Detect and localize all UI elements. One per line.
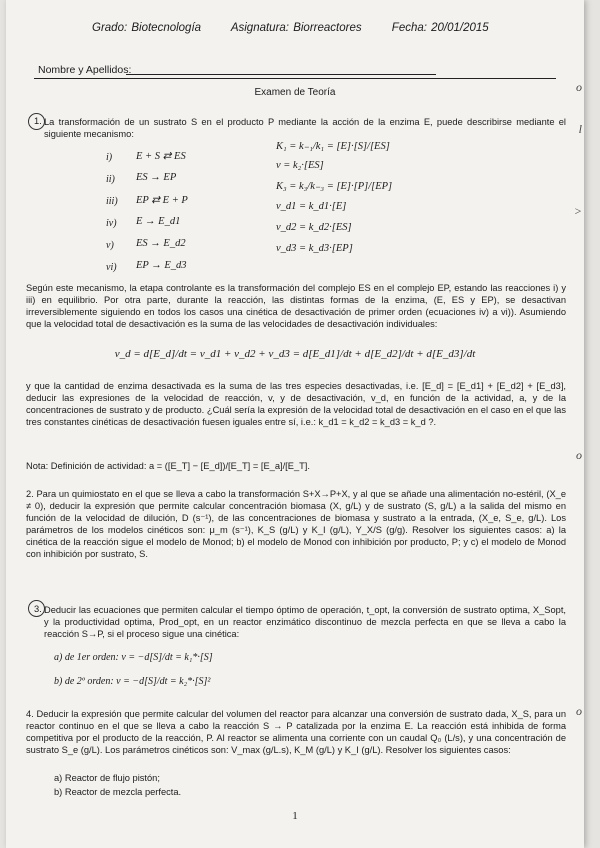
margin-note-3: > <box>573 204 582 218</box>
q1-intro: La transformación de un sustrato S en el producto P mediante la acción de la enzima E, puede describirse mediante el siguiente mecanismo: <box>44 117 566 139</box>
reaction-2: ES → EP <box>136 172 177 183</box>
reaction-4: E → E_d1 <box>136 216 181 227</box>
reaction-3: EP ⇄ E + P <box>136 195 188 206</box>
margin-note-5: o <box>576 704 582 718</box>
q1-note: Nota: Definición de actividad: a = ([E_T] − [E_d])/[E_T] = [E_a]/[E_T]. <box>26 461 310 471</box>
header-grado: Grado: Biotecnología <box>92 22 202 34</box>
exam-title: Examen de Teoría <box>254 87 336 98</box>
header-fecha: Fecha: 20/01/2015 <box>391 22 489 34</box>
name-label: Nombre y Apellidos: <box>38 64 132 76</box>
header-asignatura: Asignatura: Biorreactores <box>230 22 362 34</box>
rate-eq-1: K₁ = k₋₁/k₁ = [E]·[S]/[ES] <box>276 141 390 152</box>
q1-body-2: y que la cantidad de enzima desactivada es la suma de las tres especies desactivadas, i.e. [E_d] = [E_d1] + [E_d2] + [E_d3], deducir las expresiones de la velocidad de reacción, v, y de desactivación, v_d, en función de la actividad, a, y de la concentraciones de sustrato y de producto. ¿Cuál sería la expresión de la velocidad total de desactivación en el caso en el que las tres constantes cinéticas de desactivación fuesen iguales entre sí, i.e.: k_d1 = k_d2 = k_d3 = k_d ?. <box>26 381 566 427</box>
exam-page <box>6 0 584 848</box>
q3-number: 3. <box>34 604 42 614</box>
page-number: 1 <box>292 810 298 822</box>
q3-text: Deducir las ecuaciones que permiten calcular el tiempo óptimo de operación, t_opt, la conversión de sustrato optima, X_Sopt, y la productividad optima, Prod_opt, en un reactor enzimático discontinuo de mezcla perfecta en que se lleva a cabo la reacción S→P, si el proceso sigue una cinética: <box>44 605 566 639</box>
q4-text: 4. Deducir la expresión que permite calcular del volumen del reactor para alcanzar una conversión de sustrato dada, X_S, para un reactor continuo en el que se lleva a cabo la reacción S → P catalizada por la enzima E. La reacción está inhibida de forma competitiva por el producto de la reacción, P. Al reactor se alimenta una corriente con un caudal Q₀ (L/s), y una concentración de sustrato S_e (g/L). Los parámetros cinéticos son: V_max (g/L.s), K_M (g/L) y K_I (g/L). Resolver los siguientes casos: <box>26 709 566 755</box>
name-line <box>126 74 436 75</box>
header-rule <box>34 78 556 79</box>
rate-eq-5: v_d2 = k_d2·[ES] <box>276 222 352 233</box>
margin-note-1: o <box>576 80 582 94</box>
q1-body-1: Según este mecanismo, la etapa controlante es la transformación del complejo ES en el complejo EP, estando las reacciones i) y iii) en equilibrio. Por otra parte, durante la reacción, las distintas formas de la enzima, (E, ES y EP), se desactivan irreversiblemente siguiendo en todos los casos una cinética de desactivación de primer orden (ecuaciones iv) a vi)). Asumiendo que la velocidad total de desactivación es la suma de las velocidades de desactivación individuales: <box>26 283 566 329</box>
q4-case-b: b) Reactor de mezcla perfecta. <box>54 787 182 797</box>
reaction-6: EP → E_d3 <box>136 260 187 271</box>
q2-text: 2. Para un quimiostato en el que se lleva a cabo la transformación S+X→P+X, y al que se añade una alimentación no-estéril, (X_e ≠ 0), deducir la expresión que permite calcular concentración biomasa (X, g/L) y de sustrato (S, g/L) a la salida del mismo en función de la velocidad de dilución, D (s⁻¹), de las concentraciones de biomasa y sustrato a la entrada, (X_e, S_e, g/L). Los parámetros de los modelos cinéticos son: μ_m (s⁻¹), K_S (g/L) y K_I (g/L), Y_X/S (g/g). Resolver los siguientes casos: a) la cinética de la reacción sigue el modelo de Monod; b) el modelo de Monod con inhibición por producto, P; y c) el modelo de Monod con inhibición por sustrato, S. <box>26 489 566 559</box>
q1-main-equation: v_d = d[E_d]/dt = v_d1 + v_d2 + v_d3 = d[E_d1]/dt + d[E_d2]/dt + d[E_d3]/dt <box>114 348 476 360</box>
rate-eq-3: K₃ = k₃/k₋₃ = [E]·[P]/[EP] <box>276 181 393 192</box>
margin-note-4: o <box>576 448 582 462</box>
reaction-label-4: iv) <box>106 218 117 229</box>
margin-note-2: l <box>578 122 582 136</box>
reaction-label-6: vi) <box>106 262 117 273</box>
reaction-label-3: iii) <box>106 196 118 207</box>
reaction-label-2: ii) <box>106 174 115 185</box>
rate-eq-4: v_d1 = k_d1·[E] <box>276 201 347 212</box>
q3-case-b: b) de 2º orden: v = −d[S]/dt = k₂*·[S]² <box>54 676 211 687</box>
reaction-label-1: i) <box>106 152 113 163</box>
rate-eq-6: v_d3 = k_d3·[EP] <box>276 243 353 254</box>
q3-case-a: a) de 1er orden: v = −d[S]/dt = k₁*·[S] <box>54 652 213 663</box>
rate-eq-2: v = k₂·[ES] <box>276 160 324 171</box>
reaction-label-5: v) <box>106 240 114 251</box>
reaction-1: E + S ⇄ ES <box>136 151 186 162</box>
exam-header <box>92 22 515 34</box>
q1-number: 1. <box>34 116 42 126</box>
q4-case-a: a) Reactor de flujo pistón; <box>54 773 160 783</box>
reaction-5: ES → E_d2 <box>136 238 186 249</box>
